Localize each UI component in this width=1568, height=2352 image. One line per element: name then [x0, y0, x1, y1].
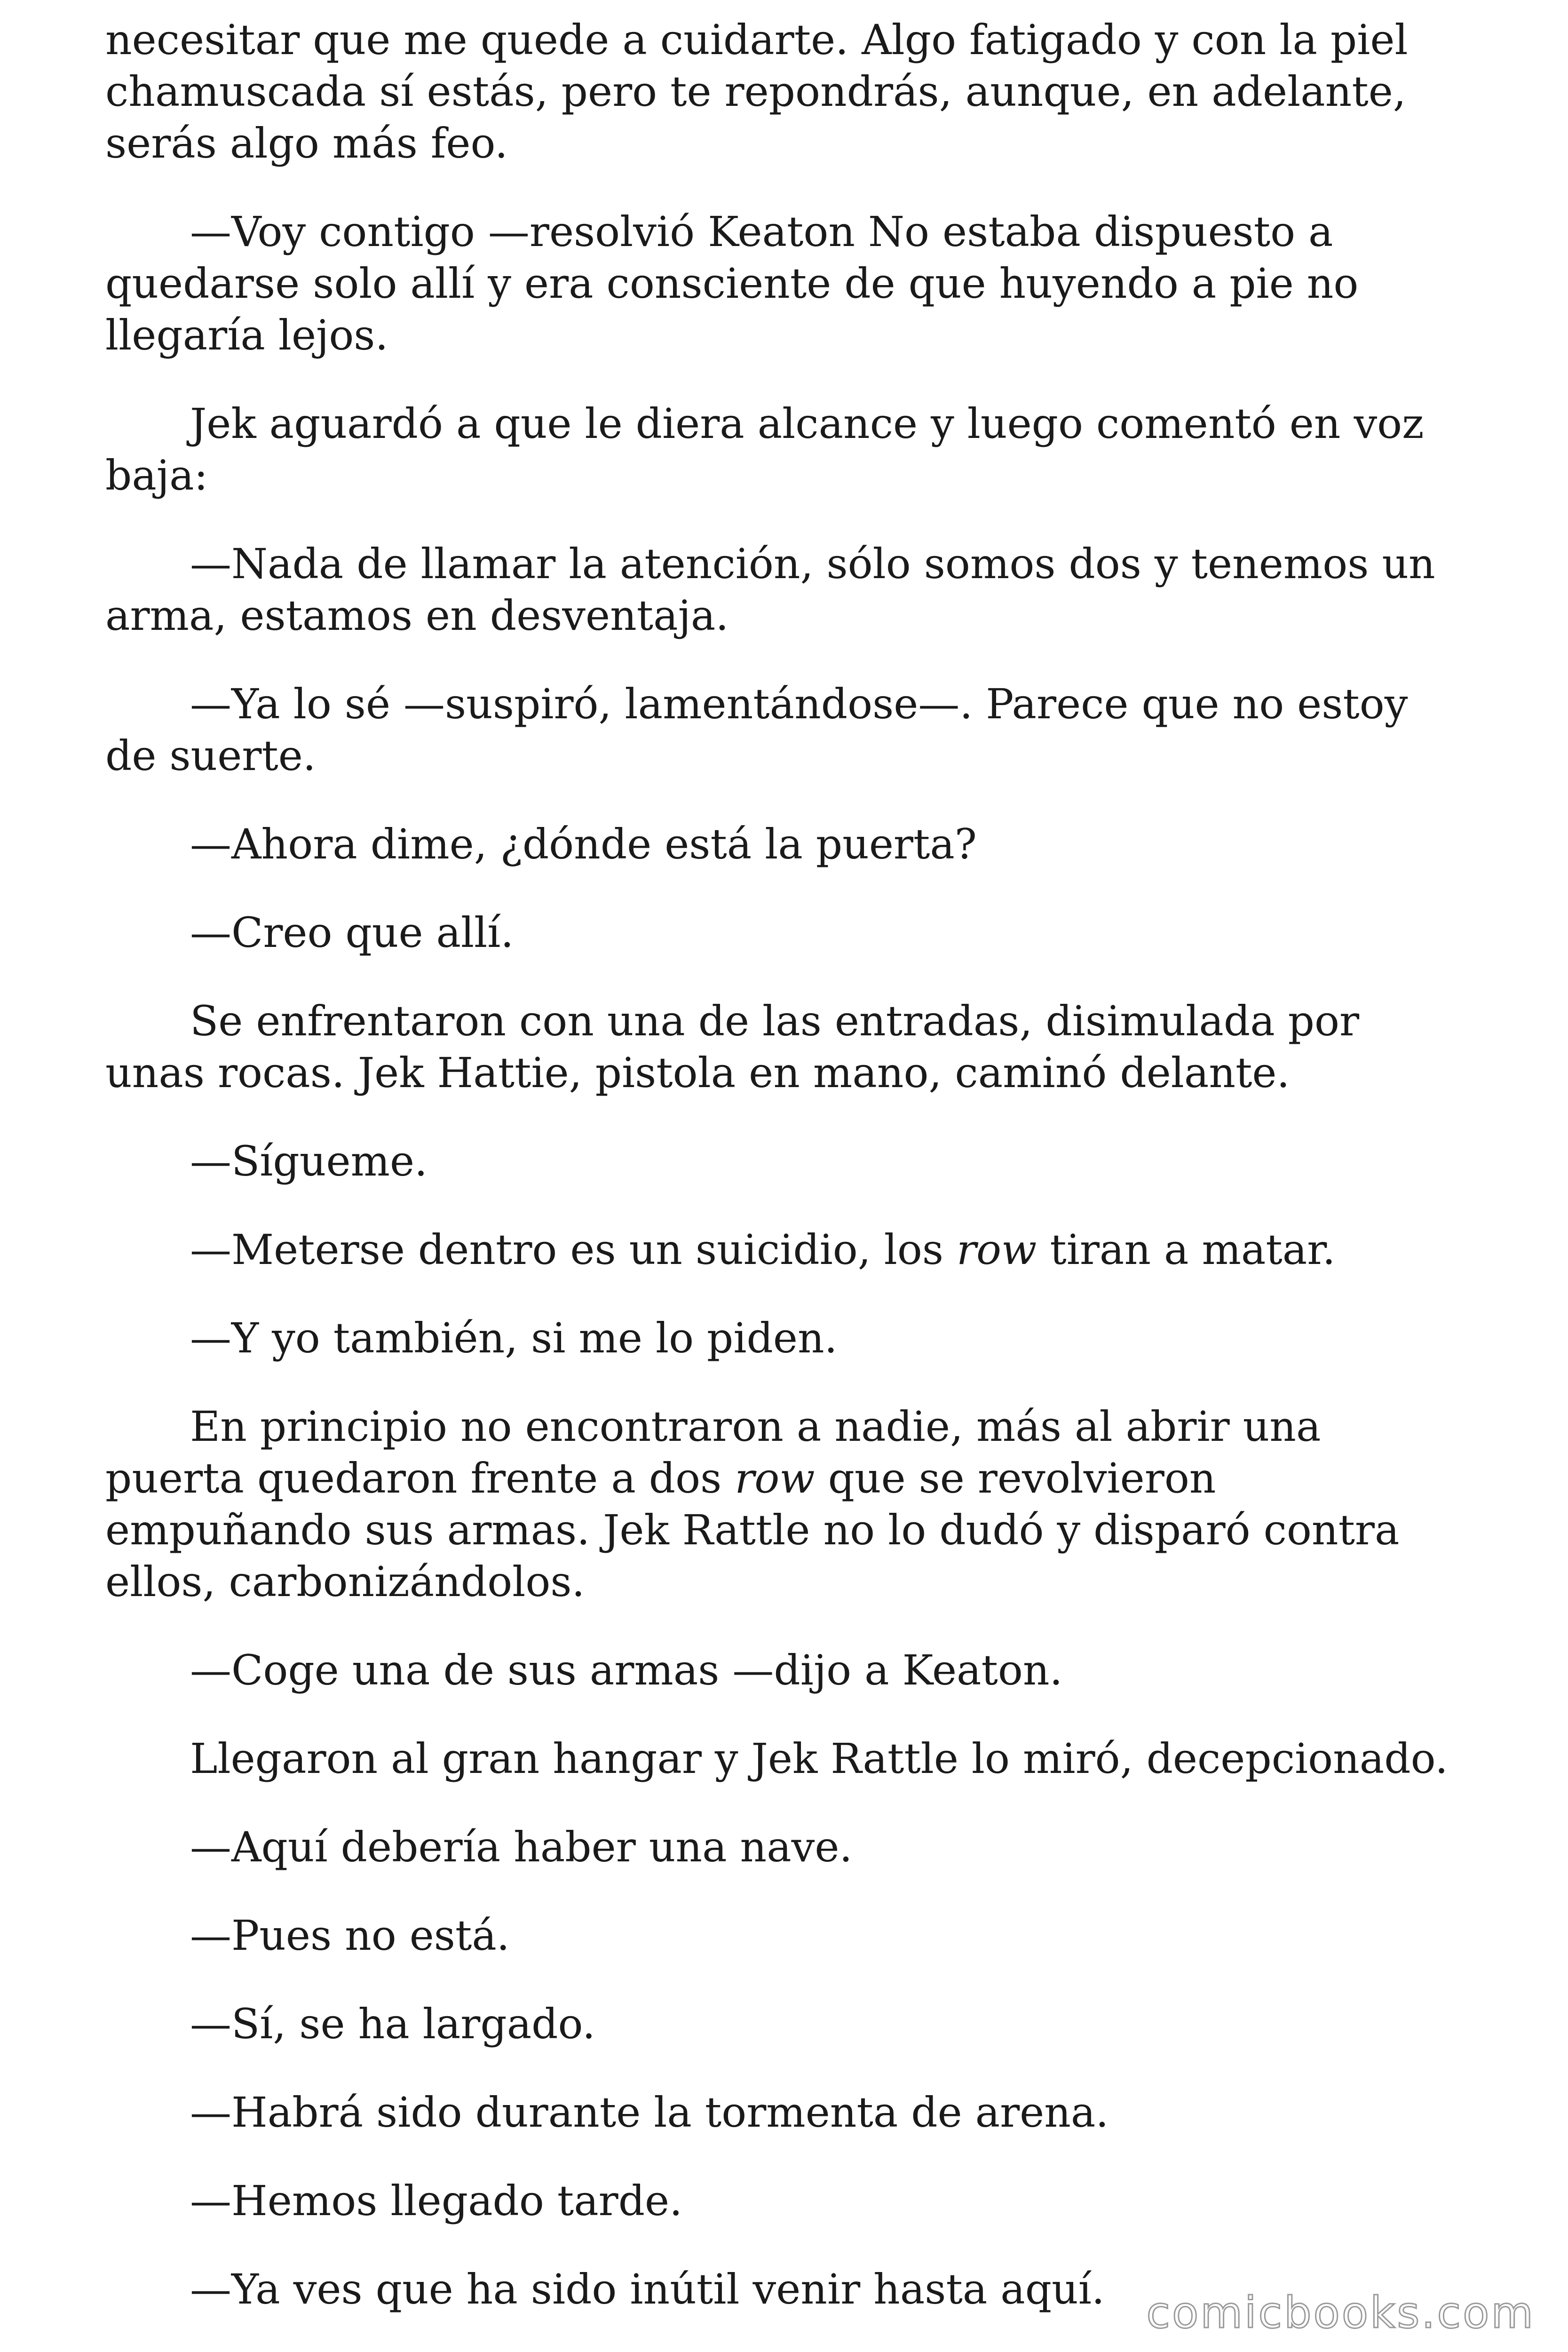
- paragraph: —Aquí debería haber una nave.: [190, 1823, 853, 1871]
- paragraph: —Hemos llegado tarde.: [190, 2177, 683, 2225]
- paragraph: —Creo que allí.: [190, 908, 514, 957]
- paragraph: Llegaron al gran hangar y Jek Rattle lo miró, decepcionado.: [190, 1734, 1448, 1783]
- paragraph: —Sí, se ha largado.: [190, 2000, 595, 2048]
- paragraph: —Y yo también, si me lo piden.: [190, 1314, 838, 1362]
- paragraph: [105, 1224, 1469, 1276]
- paragraph: necesitar que me quede a cuidarte. Algo fatigado y con la piel chamuscada sí estás, pero te repondrás, aunque, en adelante, serás algo más feo.: [105, 16, 1408, 167]
- book-page: [105, 14, 1469, 2352]
- paragraph-text: tiran a matar.: [1037, 1225, 1336, 1274]
- paragraph: —Nada de llamar la atención, sólo somos dos y tenemos un arma, estamos en desventaja.: [105, 540, 1435, 640]
- paragraph: [105, 1401, 1469, 1608]
- paragraph-text: —Meterse dentro es un suicidio, los: [190, 1225, 957, 1274]
- paragraph: —Habrá sido durante la tormenta de arena.: [190, 2088, 1109, 2137]
- paragraph: —Voy contigo —resolvió Keaton No estaba dispuesto a quedarse solo allí y era consciente de que huyendo a pie no llegaría lejos.: [105, 207, 1359, 359]
- paragraph: —Ya ves que ha sido inútil venir hasta aquí.: [190, 2265, 1105, 2313]
- paragraph: Se enfrentaron con una de las entradas, disimulada por unas rocas. Jek Hattie, pistola en mano, caminó delante.: [105, 997, 1360, 1097]
- paragraph-text: que se revolvieron empuñando sus armas. Jek Rattle no lo dudó y disparó contra ellos, carbonizándolos.: [105, 1454, 1400, 1606]
- italic-term: row: [735, 1454, 815, 1502]
- paragraph: —Ya lo sé —suspiró, lamentándose—. Parece que no estoy de suerte.: [105, 680, 1408, 780]
- paragraph: —Ahora dime, ¿dónde está la puerta?: [190, 820, 977, 868]
- paragraph-text: En principio no encontraron a nadie, más al abrir una puerta quedaron frente a dos: [105, 1402, 1321, 1502]
- watermark: comicbooks.com: [1146, 2288, 1535, 2338]
- paragraph: —Pues no está.: [190, 1911, 510, 1960]
- paragraph: —Coge una de sus armas —dijo a Keaton.: [190, 1646, 1063, 1694]
- paragraph: Jek aguardó a que le diera alcance y luego comentó en voz baja:: [105, 399, 1424, 500]
- italic-term: row: [956, 1225, 1037, 1274]
- paragraph: —Sígueme.: [190, 1137, 428, 1185]
